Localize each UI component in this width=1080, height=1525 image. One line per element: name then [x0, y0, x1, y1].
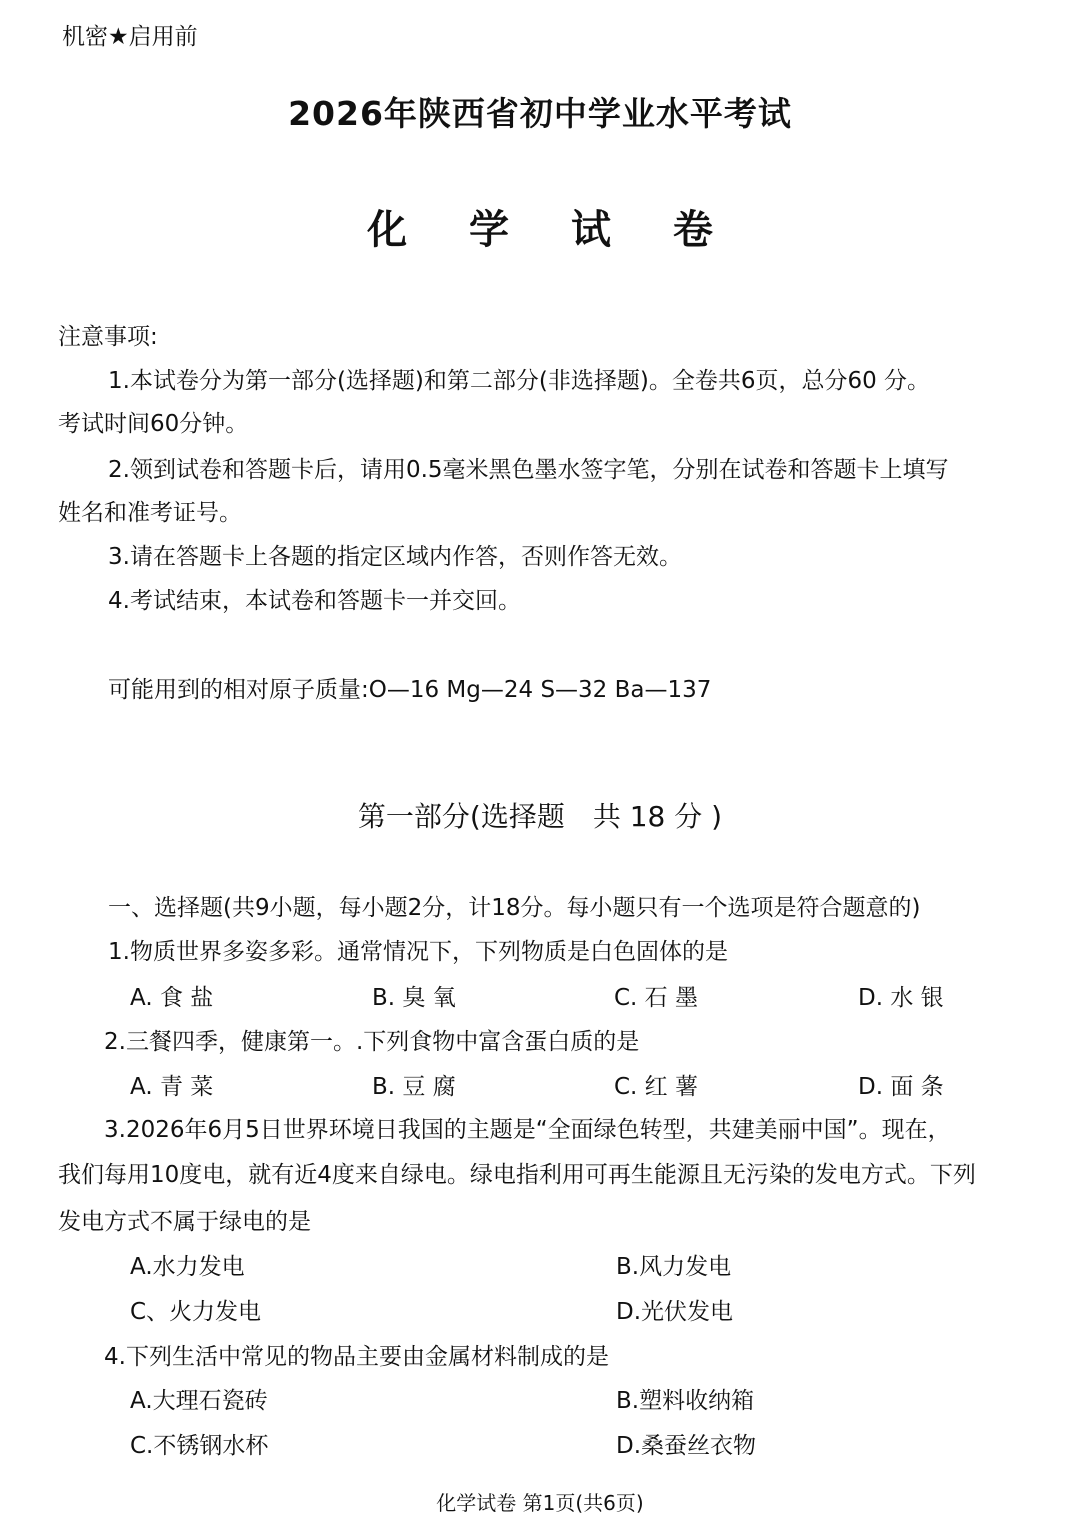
- question-4-option-b: B.塑料收纳箱: [616, 1388, 755, 1414]
- subject-title: 化 学 试 卷: [367, 207, 737, 253]
- question-2-option-b: B. 豆 腐: [372, 1074, 456, 1100]
- question-4-option-a: A.大理石瓷砖: [130, 1388, 268, 1414]
- question-4-stem: 4.下列生活中常见的物品主要由金属材料制成的是: [104, 1344, 609, 1370]
- note-item-2-line-2: 姓名和准考证号。: [58, 500, 242, 526]
- note-item-4: 4.考试结束，本试卷和答题卡一并交回。: [108, 588, 521, 614]
- page-footer: 化学试卷 第1页(共6页): [436, 1491, 644, 1515]
- question-3-option-a: A.水力发电: [130, 1254, 245, 1280]
- question-2-stem: 2.三餐四季，健康第一。.下列食物中富含蛋白质的是: [104, 1029, 640, 1055]
- note-item-3: 3.请在答题卡上各题的指定区域内作答，否则作答无效。: [108, 544, 682, 570]
- atomic-mass-reference: 可能用到的相对原子质量:O—16 Mg—24 S—32 Ba—137: [108, 677, 712, 703]
- question-2-option-c: C. 红 薯: [614, 1074, 698, 1100]
- question-3-line-1: 3.2026年6月5日世界环境日我国的主题是“全面绿色转型，共建美丽中国”。现在，: [104, 1117, 951, 1143]
- question-1-option-c: C. 石 墨: [614, 985, 698, 1011]
- exam-title: 2026年陕西省初中学业水平考试: [288, 94, 792, 133]
- question-2-option-d: D. 面 条: [858, 1074, 944, 1100]
- question-3-line-2: 我们每用10度电，就有近4度来自绿电。绿电指利用可再生能源且无污染的发电方式。下列: [58, 1162, 976, 1188]
- note-item-1-line-1: 1.本试卷分为第一部分(选择题)和第二部分(非选择题)。全卷共6页，总分60 分。: [108, 368, 931, 394]
- confidential-label: 机密★启用前: [62, 24, 198, 50]
- part1-instruction: 一、选择题(共9小题，每小题2分，计18分。每小题只有一个选项是符合题意的): [108, 895, 921, 921]
- question-4-option-c: C.不锈钢水杯: [130, 1433, 269, 1459]
- note-item-2-line-1: 2.领到试卷和答题卡后，请用0.5毫米黑色墨水签字笔，分别在试卷和答题卡上填写: [108, 457, 949, 483]
- question-3-option-b: B.风力发电: [616, 1254, 732, 1280]
- part1-title: 第一部分(选择题 共 18 分 ): [357, 800, 723, 833]
- question-3-option-c: C、火力发电: [130, 1299, 262, 1325]
- question-3-option-d: D.光伏发电: [616, 1299, 734, 1325]
- question-1-option-d: D. 水 银: [858, 985, 944, 1011]
- question-1-option-a: A. 食 盐: [130, 985, 214, 1011]
- note-item-1-line-2: 考试时间60分钟。: [58, 411, 249, 437]
- question-1-stem: 1.物质世界多姿多彩。通常情况下，下列物质是白色固体的是: [108, 939, 728, 965]
- question-1-option-b: B. 臭 氧: [372, 985, 456, 1011]
- notes-heading: 注意事项:: [58, 324, 158, 350]
- question-3-line-3: 发电方式不属于绿电的是: [58, 1209, 311, 1235]
- question-4-option-d: D.桑蚕丝衣物: [616, 1433, 757, 1459]
- question-2-option-a: A. 青 菜: [130, 1074, 214, 1100]
